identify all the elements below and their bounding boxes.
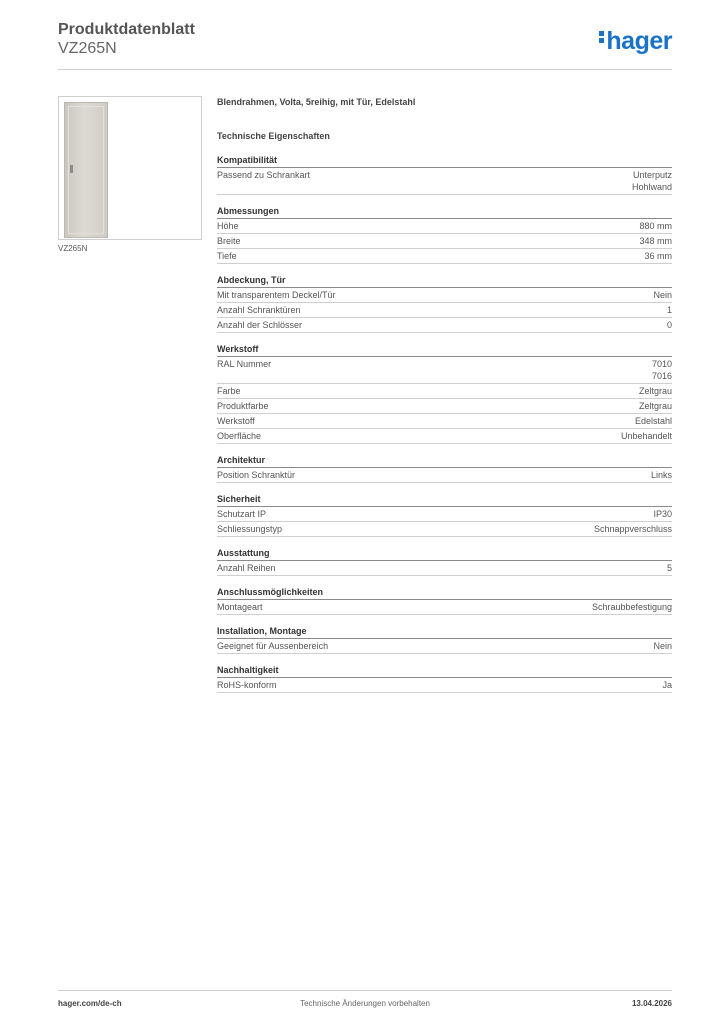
property-value: Zeltgrau <box>638 386 672 396</box>
property-section <box>217 664 672 693</box>
property-row <box>217 303 672 318</box>
property-label: Anzahl der Schlösser <box>217 320 303 330</box>
property-label: Werkstoff <box>217 416 255 426</box>
property-section <box>217 547 672 576</box>
property-row <box>217 399 672 414</box>
property-row <box>217 357 672 384</box>
property-value: Edelstahl <box>634 416 672 426</box>
technical-properties-heading: Technische Eigenschaften <box>217 131 330 141</box>
section-title: Abmessungen <box>217 205 672 219</box>
property-label: Geeignet für Aussenbereich <box>217 641 329 651</box>
property-label: RoHS-konform <box>217 680 277 690</box>
property-value: 36 mm <box>644 251 672 261</box>
logo-dots-icon <box>599 29 604 45</box>
property-row <box>217 234 672 249</box>
property-row <box>217 168 672 195</box>
footer-notice: Technische Änderungen vorbehalten <box>300 999 430 1008</box>
property-row <box>217 522 672 537</box>
property-section <box>217 625 672 654</box>
section-title: Ausstattung <box>217 547 672 561</box>
property-row <box>217 219 672 234</box>
property-row <box>217 318 672 333</box>
property-section <box>217 154 672 195</box>
property-label: Anzahl Reihen <box>217 563 276 573</box>
page-header <box>58 21 672 70</box>
property-label: Produktfarbe <box>217 401 269 411</box>
logo-text: hager <box>606 27 672 55</box>
property-row <box>217 561 672 576</box>
property-row <box>217 507 672 522</box>
image-caption: VZ265N <box>58 244 88 253</box>
property-label: Montageart <box>217 602 263 612</box>
section-title: Nachhaltigkeit <box>217 664 672 678</box>
property-value: Nein <box>653 290 672 300</box>
hager-logo <box>599 27 672 56</box>
property-value: Schraubbefestigung <box>591 602 672 612</box>
section-title: Werkstoff <box>217 343 672 357</box>
property-row <box>217 384 672 399</box>
properties-list <box>217 154 672 693</box>
property-value: Zeltgrau <box>638 401 672 411</box>
product-name: Blendrahmen, Volta, 5reihig, mit Tür, Edelstahl <box>217 97 416 107</box>
section-title: Kompatibilität <box>217 154 672 168</box>
property-row <box>217 600 672 615</box>
property-value: 7010 7016 <box>651 359 672 381</box>
property-value: Schnappverschluss <box>593 524 672 534</box>
property-value: 0 <box>666 320 672 330</box>
property-value: 348 mm <box>639 236 672 246</box>
page-footer <box>58 990 672 1011</box>
property-label: Breite <box>217 236 241 246</box>
property-label: Farbe <box>217 386 241 396</box>
property-row <box>217 414 672 429</box>
product-details <box>217 95 672 693</box>
section-title: Architektur <box>217 454 672 468</box>
property-value: Nein <box>653 641 672 651</box>
property-section <box>217 586 672 615</box>
property-label: Passend zu Schrankart <box>217 170 311 180</box>
property-value: Links <box>650 470 672 480</box>
property-value: Unbehandelt <box>620 431 672 441</box>
property-value: IP30 <box>653 509 672 519</box>
section-title: Anschlussmöglichkeiten <box>217 586 672 600</box>
property-section <box>217 274 672 333</box>
property-value: 5 <box>666 563 672 573</box>
property-label: Tiefe <box>217 251 237 261</box>
footer-website: hager.com/de-ch <box>58 999 122 1008</box>
property-label: Oberfläche <box>217 431 262 441</box>
property-label: Anzahl Schranktüren <box>217 305 301 315</box>
property-row <box>217 249 672 264</box>
section-title: Sicherheit <box>217 493 672 507</box>
property-label: Höhe <box>217 221 239 231</box>
property-label: Schliessungstyp <box>217 524 283 534</box>
property-value: Unterputz Hohlwand <box>631 170 672 192</box>
door-handle-icon <box>70 165 73 173</box>
property-section <box>217 205 672 264</box>
property-row <box>217 288 672 303</box>
door-panel-image <box>64 102 108 238</box>
property-label: Schutzart IP <box>217 509 267 519</box>
section-title: Installation, Montage <box>217 625 672 639</box>
property-row <box>217 639 672 654</box>
property-section <box>217 454 672 483</box>
product-code: VZ265N <box>58 40 117 57</box>
footer-date: 13.04.2026 <box>631 999 672 1008</box>
section-title: Abdeckung, Tür <box>217 274 672 288</box>
property-value: Ja <box>662 680 672 690</box>
property-value: 880 mm <box>639 221 672 231</box>
property-row <box>217 429 672 444</box>
property-label: Position Schranktür <box>217 470 296 480</box>
property-label: Mit transparentem Deckel/Tür <box>217 290 336 300</box>
property-label: RAL Nummer <box>217 359 272 369</box>
property-row <box>217 678 672 693</box>
property-section <box>217 343 672 444</box>
document-title: Produktdatenblatt <box>58 21 195 38</box>
product-image <box>58 96 202 240</box>
property-value: 1 <box>666 305 672 315</box>
property-row <box>217 468 672 483</box>
property-section <box>217 493 672 537</box>
